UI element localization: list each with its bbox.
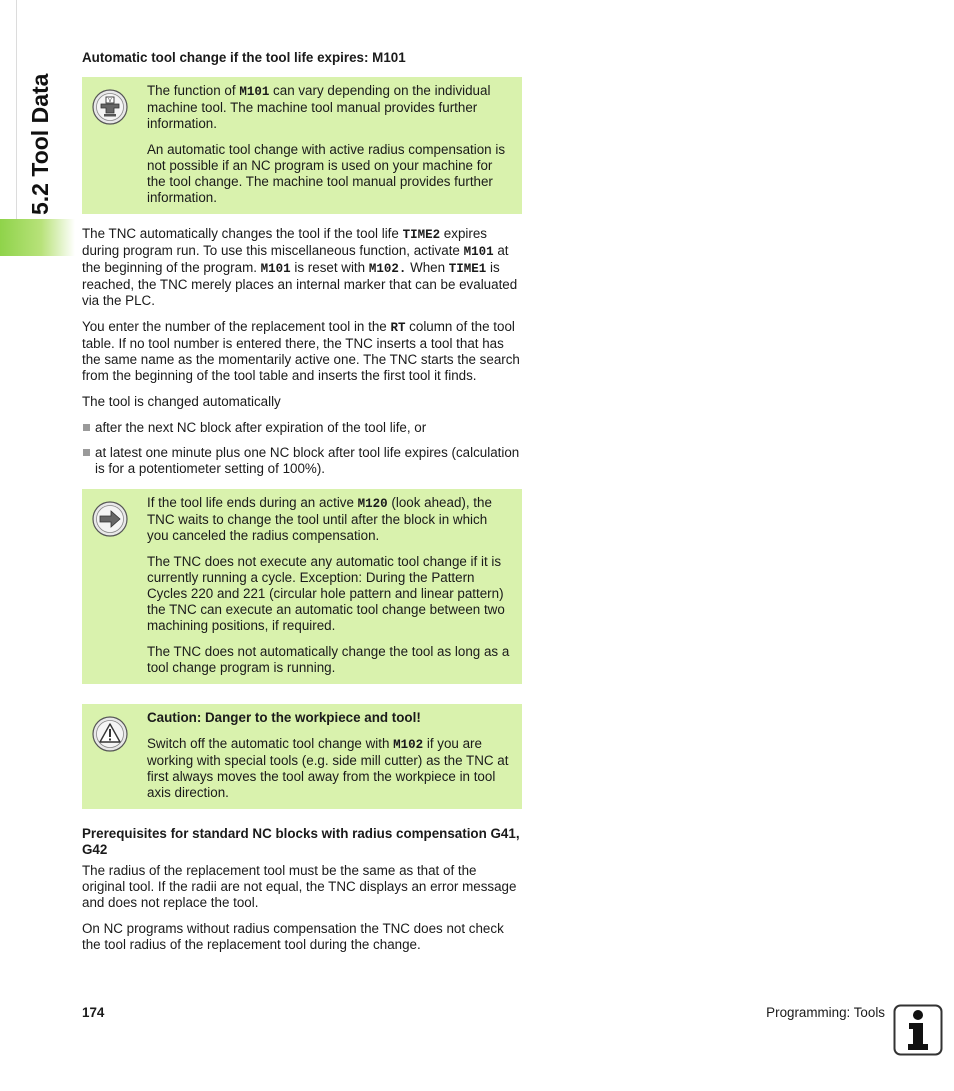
section-heading-m101: Automatic tool change if the tool life expires: M101 [82,50,406,65]
machine-note-p2: An automatic tool change with active radius compensation is not possible if an NC program is used on your machine for the tool change. The machine tool manual provides further information. [147,142,506,205]
caution-title: Caution: Danger to the workpiece and tool! [147,710,421,725]
page-number: 174 [82,1005,105,1020]
svg-text:V: V [108,98,112,104]
list-item: after the next NC block after expiration of the tool life, or [82,420,522,436]
machine-note-p1: The function of M101 can vary depending on the individual machine tool. The machine tool manual provides further information. [147,83,491,131]
paragraph-radius-equal: The radius of the replacement tool must be the same as that of the original tool. If the radii are not equal, the TNC displays an error message and does not replace the tool. [82,863,517,910]
side-divider [16,0,17,219]
chapter-side-title: 5.2 Tool Data [27,73,53,215]
arrow-right-icon [92,501,128,537]
warning-icon [92,716,128,752]
machine-manual-icon [92,89,128,125]
footer-chapter-title: Programming: Tools [766,1005,885,1020]
tip-note [82,489,522,684]
tip-note-p2: The TNC does not execute any automatic tool change if it is currently running a cycle. Exception: During the Pattern Cycles 220 and 221 (circular hole pattern and linear pattern) the TNC can execute an automatic tool change between two machining positions, if required. [147,554,505,633]
tip-note-p1: If the tool life ends during an active M120 (look ahead), the TNC waits to change the tool until after the block in which you canceled the radius compensation. [147,495,492,543]
main-content [82,50,522,953]
list-item: at latest one minute plus one NC block after tool life expires (calculation is for a potentiometer setting of 100%). [82,445,522,477]
paragraph-changed-automatically: The tool is changed automatically [82,394,281,409]
machine-note [82,77,522,214]
chapter-tab [0,219,75,256]
section-heading-prerequisites: Prerequisites for standard NC blocks with radius compensation G41, G42 [82,826,520,857]
paragraph-no-radius-compensation: On NC programs without radius compensation the TNC does not check the tool radius of the replacement tool during the change. [82,921,504,952]
paragraph-tool-life: The TNC automatically changes the tool if the tool life TIME2 expires during program run. To use this miscellaneous function, activate M101 at the beginning of the program. M101 is reset with M102. When TIME1 is reached, the TNC merely places an internal marker that can be evaluated via the PLC. [82,226,518,308]
paragraph-replacement-tool: You enter the number of the replacement tool in the RT column of the tool table. If no tool number is entered there, the TNC inserts a tool that has the same name as the momentarily active one. The TNC starts the search from the beginning of the tool table and inserts the first tool it finds. [82,319,520,383]
caution-note [82,704,522,809]
info-icon [893,1004,943,1056]
caution-note-p1: Switch off the automatic tool change with M102 if you are working with special tools (e.g. side mill cutter) as the TNC at first always moves the tool away from the workpiece in tool axis direction. [147,736,509,800]
tip-note-p3: The TNC does not automatically change the tool as long as a tool change program is running. [147,644,510,675]
